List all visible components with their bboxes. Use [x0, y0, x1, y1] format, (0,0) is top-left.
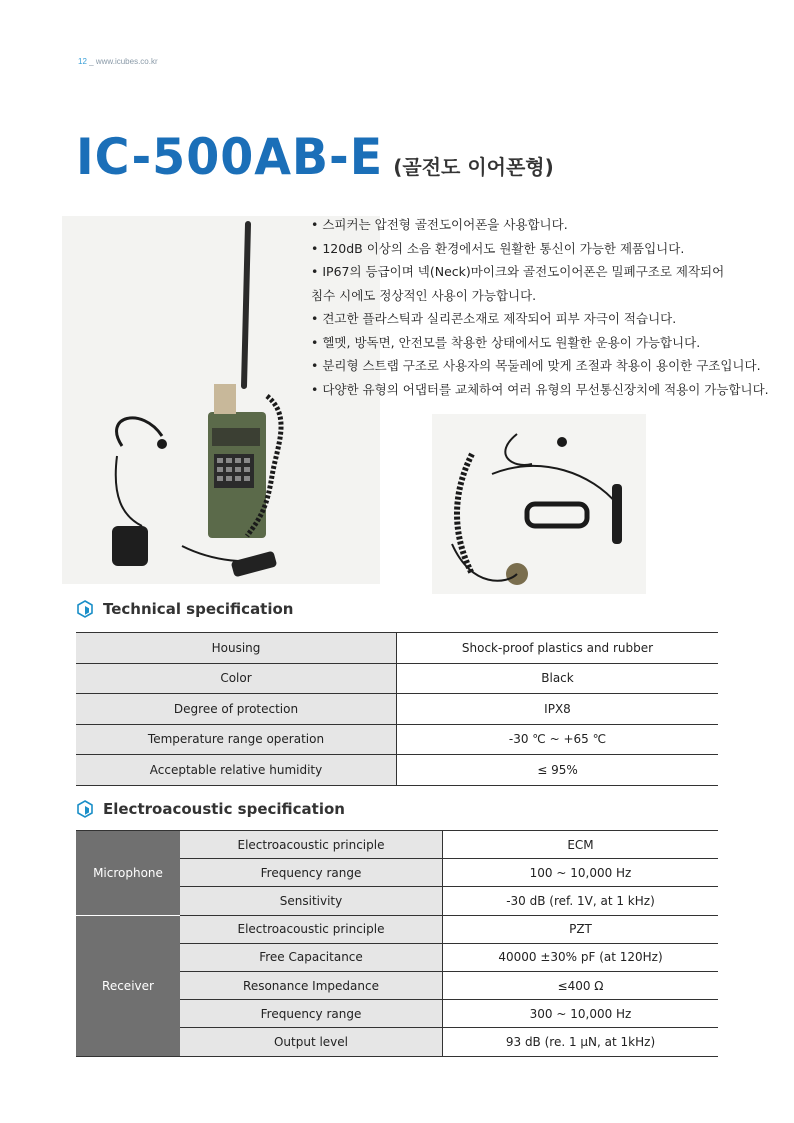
table-row — [76, 694, 718, 725]
table-row — [76, 663, 718, 694]
spec-value: Shock-proof plastics and rubber — [397, 633, 719, 664]
page-header — [78, 57, 158, 66]
cube-icon — [76, 600, 94, 618]
table-row — [76, 755, 718, 786]
spec-key: Frequency range — [180, 859, 443, 887]
spec-value: ≤ 95% — [397, 755, 719, 786]
model-subtitle: (골전도 이어폰형) — [393, 155, 554, 179]
spec-value: ECM — [443, 831, 719, 859]
group-label-microphone: Microphone — [76, 831, 180, 916]
product-title — [76, 128, 554, 186]
table-row — [76, 915, 718, 943]
spec-value: 300 ~ 10,000 Hz — [443, 1000, 719, 1028]
spec-value: Black — [397, 663, 719, 694]
table-row — [76, 724, 718, 755]
website-url: www.icubes.co.kr — [95, 57, 158, 66]
product-photo-headset — [432, 414, 646, 594]
spec-value: ≤400 Ω — [443, 971, 719, 999]
feature-item: • 견고한 플라스틱과 실리콘소재로 제작되어 피부 자극이 적습니다. — [311, 311, 677, 326]
spec-value: 100 ~ 10,000 Hz — [443, 859, 719, 887]
table-row — [76, 831, 718, 859]
spec-value: IPX8 — [397, 694, 719, 725]
feature-item: • 스피커는 압전형 골전도이어폰을 사용합니다. — [311, 217, 568, 232]
cube-icon — [76, 800, 94, 818]
technical-spec-heading — [76, 600, 293, 618]
spec-key: Color — [76, 663, 397, 694]
spec-value: 40000 ±30% pF (at 120Hz) — [443, 943, 719, 971]
feature-item: • 분리형 스트랩 구조로 사용자의 목둘레에 맞게 조절과 착용이 용이한 구조입니다. — [311, 358, 761, 373]
spec-value: PZT — [443, 915, 719, 943]
spec-key: Sensitivity — [180, 887, 443, 915]
feature-item: 침수 시에도 정상적인 사용이 가능합니다. — [311, 287, 537, 303]
spec-key: Electroacoustic principle — [180, 915, 443, 943]
section-title: Electroacoustic specification — [103, 800, 345, 818]
section-title: Technical specification — [103, 600, 294, 618]
electroacoustic-spec-table — [76, 830, 718, 1057]
feature-item: • 다양한 유형의 어댑터를 교체하여 여러 유형의 무선통신장치에 적용이 가능합니다. — [311, 381, 769, 397]
table-row — [76, 633, 718, 664]
feature-item: • 헬멧, 방독면, 안전모를 착용한 상태에서도 원활한 운용이 가능합니다. — [311, 334, 701, 350]
spec-key: Temperature range operation — [76, 724, 397, 755]
feature-item: • IP67의 등급이며 넥(Neck)마이크와 골전도이어폰은 밀폐구조로 제작되어 — [311, 264, 725, 279]
spec-value: -30 dB (ref. 1V, at 1 kHz) — [443, 887, 719, 915]
spec-value: 93 dB (re. 1 μN, at 1kHz) — [443, 1028, 719, 1056]
electroacoustic-spec-heading — [76, 800, 345, 818]
spec-key: Output level — [180, 1028, 443, 1056]
spec-key: Free Capacitance — [180, 943, 443, 971]
spec-key: Acceptable relative humidity — [76, 755, 397, 786]
page-separator: _ — [89, 57, 94, 66]
spec-key: Frequency range — [180, 1000, 443, 1028]
spec-key: Resonance Impedance — [180, 971, 443, 999]
feature-list — [311, 213, 769, 401]
group-label-receiver: Receiver — [76, 915, 180, 1056]
spec-value: -30 ℃ ~ +65 ℃ — [397, 724, 719, 755]
spec-key: Electroacoustic principle — [180, 831, 443, 859]
spec-key: Degree of protection — [76, 694, 397, 725]
page-number: 12 — [78, 57, 87, 66]
feature-item: • 120dB 이상의 소음 환경에서도 원활한 통신이 가능한 제품입니다. — [311, 240, 685, 256]
model-name: IC-500AB-E — [76, 128, 384, 186]
spec-key: Housing — [76, 633, 397, 664]
technical-spec-table — [76, 632, 718, 786]
